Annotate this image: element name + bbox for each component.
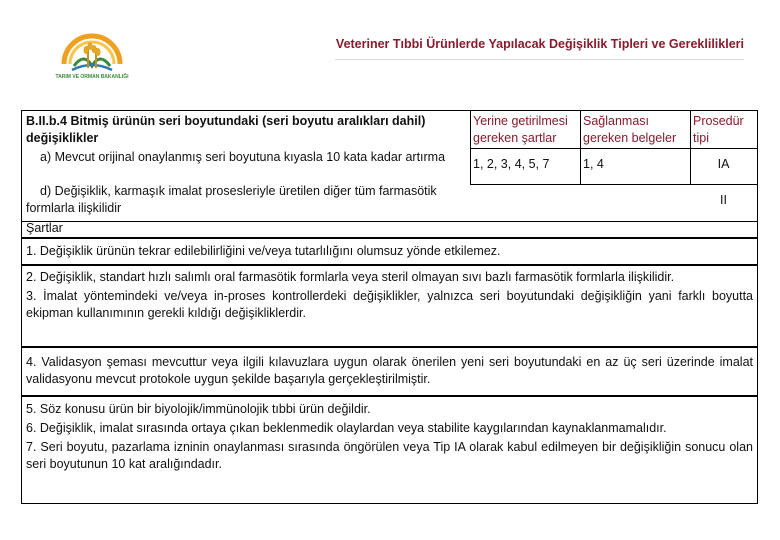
condition-6: 6. Değişiklik, imalat sırasında ortaya çıkan beklenmedik olaylardan veya stabilite kaygılarından kaynaklanmamalıdır.: [26, 421, 667, 435]
logo-caption: TARIM VE ORMAN BAKANLIĞI: [55, 74, 129, 80]
condition-7: 7. Seri boyutu, pazarlama izninin onaylanması sırasında öngörülen veya Tip IA olarak kabul edilmeyen bir değişikliğin sonucu olan seri boyutunun 10 kat aralığındadır.: [26, 440, 753, 471]
condition-2-3-box: [21, 265, 758, 347]
col-header-conditions: Yerine getirilmesi gereken şartlar: [473, 114, 568, 145]
variation-heading: B.II.b.4 Bitmiş ürünün seri boyutundaki (seri boyutu aralıkları dahil) değişiklikler: [26, 114, 426, 145]
condition-1: 1. Değişiklik ürünün tekrar edilebilirliğini ve/veya tutarlılığını olumsuz yönde etkilemez.: [26, 244, 501, 258]
header-divider: [335, 59, 744, 60]
condition-5: 5. Söz konusu ürün bir biyolojik/immünolojik tıbbi ürün değildir.: [26, 402, 371, 416]
row-d-description: d) Değişiklik, karmaşık imalat prosesleriyle üretilen diğer tüm farmasötik formlarla ilişkilidir: [26, 184, 437, 215]
condition-1-box: [21, 238, 758, 265]
row-a-procedure: IA: [717, 157, 730, 171]
col-header-documents: Sağlanması gereken belgeler: [583, 114, 677, 145]
ministry-logo: [52, 22, 132, 98]
row-a-description: a) Mevcut orijinal onaylanmış seri boyutuna kıyasla 10 kata kadar artırma: [40, 150, 446, 164]
condition-5-7-box: [21, 396, 758, 504]
condition-4-box: [21, 347, 758, 396]
sartlar-label: Şartlar: [26, 221, 63, 235]
condition-3: 3. İmalat yöntemindeki ve/veya in-proses kontrollerdeki değişiklikler, yalnızca seri boyutundaki değişikliğin yani farklı boyutta ekipman kullanımının gerekli kıldığı değişikliklerdir.: [26, 289, 753, 320]
page-title: Veteriner Tıbbi Ürünlerde Yapılacak Değişiklik Tipleri ve Gereklilikleri: [335, 37, 744, 51]
condition-2: 2. Değişiklik, standart hızlı salımlı oral farmasötik formlarla veya steril olmayan sıvı bazlı farmasötik formlarla ilişkilidir.: [26, 270, 675, 284]
logo-emblem-icon: [52, 22, 132, 98]
row-a-documents: 1, 4: [583, 157, 604, 171]
row-d-procedure: II: [720, 193, 727, 207]
condition-4: 4. Validasyon şeması mevcuttur veya ilgili kılavuzlara uygun olarak önerilen yeni seri boyutundaki en az üç seri üzerinde imalat validasyonu mevcut protokole uygun şekilde başarıyla gerçekleştirilmiştir.: [26, 355, 753, 386]
col-header-procedure: Prosedür tipi: [693, 114, 744, 145]
row-a-conditions: 1, 2, 3, 4, 5, 7: [473, 157, 550, 171]
variation-table: [21, 110, 758, 238]
